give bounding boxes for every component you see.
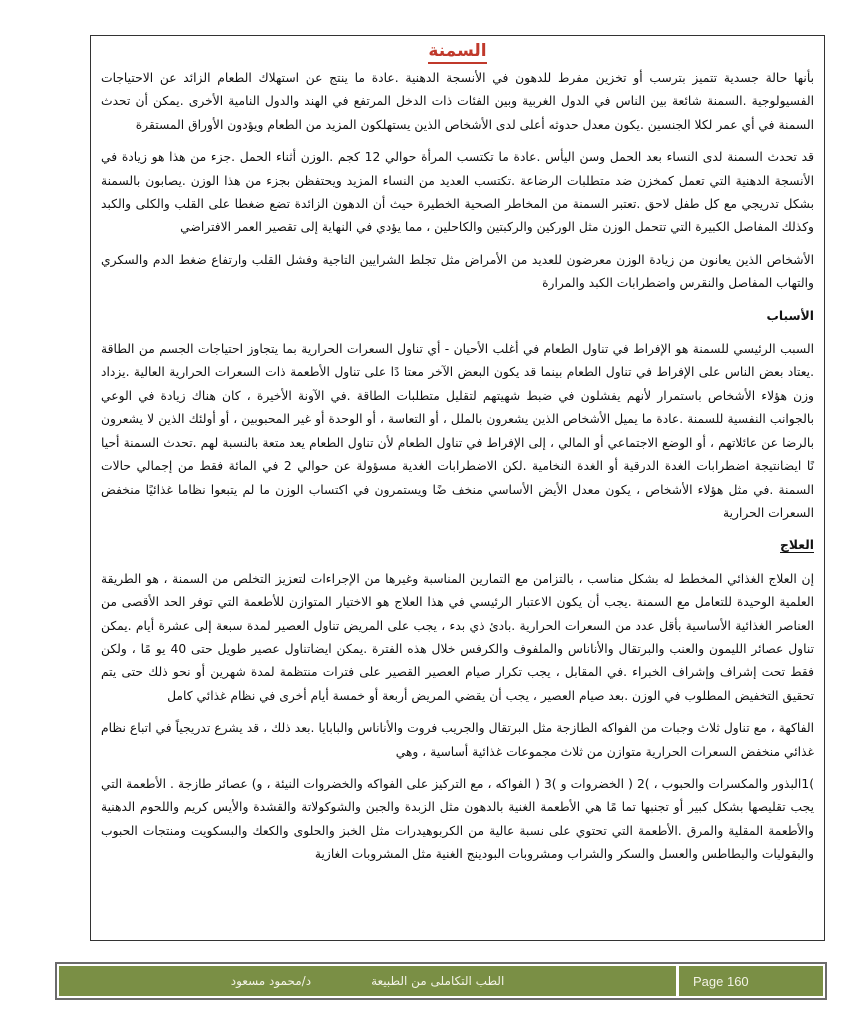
page-number: Page 160: [693, 973, 749, 989]
page-footer: [55, 962, 827, 1000]
footer-author: د/محمود مسعود: [230, 974, 312, 988]
paragraph-intro-1: بأنها حالة جسدية تتميز بترسب أو تخزين مفرط للدهون في الأنسجة الدهنية .عادة ما ينتج عن استهلاك الطعام الزائد عن الاحتياجات الفسيولوجية .السمنة شائعة بين الناس في الدول الغربية وبين الفئات ذات الدخل المرتفع في الهند والدول النامية الأخرى .يمكن أن تحدث السمنة في أي عمر لكلا الجنسين .يكون معدل حدوثه أعلى لدى الأشخاص الذين يستهلكون المزيد من الطعام ويؤدون الأوراق المستقرة: [101, 71, 814, 132]
page-title-text: السمنة: [428, 41, 486, 64]
page-title: [101, 39, 814, 63]
paragraph-treatment-2: الفاكهة ، مع تناول ثلاث وجبات من الفواكه الطازجة مثل البرتقال والجريب فروت والأناناس والبابايا .بعد ذلك ، قد يشرع تدريجياً في اتباع نظام غذائي منخفض السعرات الحرارية متوازن من ثلاث مجموعات غذائية أساسية ، وهي: [101, 721, 814, 759]
causes-heading-text: الأسباب: [766, 308, 814, 323]
paragraph-causes: السبب الرئيسي للسمنة هو الإفراط في تناول الطعام في أغلب الأحيان - أي تناول السعرات الحرارية بما يتجاوز احتياجات الجسم من الطاقة .يعتاد بعض الناس على الإفراط في تناول الطعام بينما قد يكون البعض الآخر معتا دًا على تناول الأطعمة ذات السعرات الحرارية العالية .يزداد وزن هؤلاء الأشخاص باستمرار لأنهم يفشلون في ضبط شهيتهم لتقليل متطلبات الطاقة .في الآونة الأخيرة ، كان هناك زيادة في الوعي بالجوانب النفسية للسمنة .عادة ما يميل الأشخاص الذين يشعرون بالملل ، أو التعاسة ، أو الوحدة أو غير المحبوبين ، أو أولئك الذين لا يشعرون بالرضا عن عائلاتهم ، أو الوضع الاجتماعي أو المالي ، إلى الإفراط في تناول الطعام لأن تناول الطعام يعد متعة بالنسبة لهم .تحدث السمنة أحيا نًا ايضانتيجة اضطرابات الغدة الدرقية أو الغدة النخامية .لكن الاضطرابات الغدية مسؤولة عن حوالي 2 في المائة فقط من إجمالي حالات السمنة .في مثل هؤلاء الأشخاص ، يكون معدل الأيض الأساسي منخف ضًا ويستمرون في اكتساب الوزن ما لم يتبعوا نظاما غذائيًا منخفض السعرات الحرارية: [101, 342, 814, 520]
section-heading-treatment: [101, 534, 814, 557]
footer-band: [59, 966, 823, 996]
footer-book-title: الطب التكاملى من الطبيعة: [371, 974, 505, 988]
page-frame: [90, 35, 825, 941]
section-heading-causes: [101, 305, 814, 328]
footer-title-area: [59, 966, 676, 996]
paragraph-treatment-1: إن العلاج الغذائي المخطط له بشكل مناسب ، بالتزامن مع التمارين المناسبة وغيرها من الإجراءات لتعزيز التخلص من السمنة ، هو الطريقة العلمية الوحيدة للتعامل مع السمنة .يجب أن يكون الاعتبار الرئيسي في هذا العلاج هو الاختيار المتوازن للأطعمة التي توفر الحد الأقصى من العناصر الغذائية الأساسية بأقل عدد من السعرات الحرارية .بادئ ذي بدء ، يجب على المريض تناول العصير لمدة سبعة إلى عشرة أيام .يمكن تناول عصائر الليمون والعنب والبرتقال والأناناس والملفوف والكرفس خلال هذه الفترة .يمكن ايضاتناول عصير طويل حتى 40 يو مًا ، ولكن فقط تحت إشراف وإشراف الخبراء .في المقابل ، يجب تكرار صيام العصير القصير على فترات منتظمة لمدة شهرين أو نحو ذلك حتى يتم تحقيق التخفيض المطلوب في الوزن .بعد صيام العصير ، يجب أن يقضي المريض أربعة أو خمسة أيام أخرى في نظام غذائي كامل: [101, 571, 814, 703]
paragraph-treatment-3: )1البذور والمكسرات والحبوب ، )2 ( الخضروات و )3 ( الفواكه ، مع التركيز على الفواكه والخضروات النيئة ، و) عصائر طازجة . الأطعمة التي يجب تقليصها بشكل كبير أو تجنبها تما مًا هي الأطعمة الغنية بالدهون مثل الزبدة والجبن والشوكولاتة والقشدة والأيس كريم واللحوم الدهنية والأطعمة المقلية والمرق .الأطعمة التي تحتوي على نسبة عالية من الكربوهيدرات مثل الخبز والحلوى والكعك والبسكويت ومنتجات الحبوب والبقوليات والبطاطس والعسل والسكر والشراب ومشروبات البودينج الغنية مثل المشروبات الغازية: [101, 776, 814, 862]
paragraph-intro-3: الأشخاص الذين يعانون من زيادة الوزن معرضون للعديد من الأمراض مثل تجلط الشرايين التاجية وفشل القلب وارتفاع ضغط الدم والسكري والتهاب المفاصل والنقرس واضطرابات الكبد والمرارة: [101, 252, 814, 291]
treatment-heading-text: العلاج: [780, 538, 814, 553]
paragraph-intro-2: قد تحدث السمنة لدى النساء بعد الحمل وسن اليأس .عادة ما تكتسب المرأة حوالي 12 كجم .الوزن أثناء الحمل .جزء من هذا هو زيادة في الأنسجة الدهنية التي تعمل كمخزن ضد متطلبات الرضاعة .تكتسب العديد من النساء المزيد ويحتفظن بجزء من هذا الوزن .يصابون بالسمنة بشكل تدريجي مع كل طفل لاحق .تعتبر السمنة من المخاطر الصحية الخطيرة حيث أن الدهون الزائدة تضع ضغطا على القلب والكلى والكبد وكذلك المفاصل الكبيرة التي تتحمل الوزن مثل الوركين والركبتين والكاحلين ، مما يؤدي في النهاية إلى تقصير العمر الافتراضي: [101, 150, 814, 235]
document-body: [101, 36, 814, 876]
